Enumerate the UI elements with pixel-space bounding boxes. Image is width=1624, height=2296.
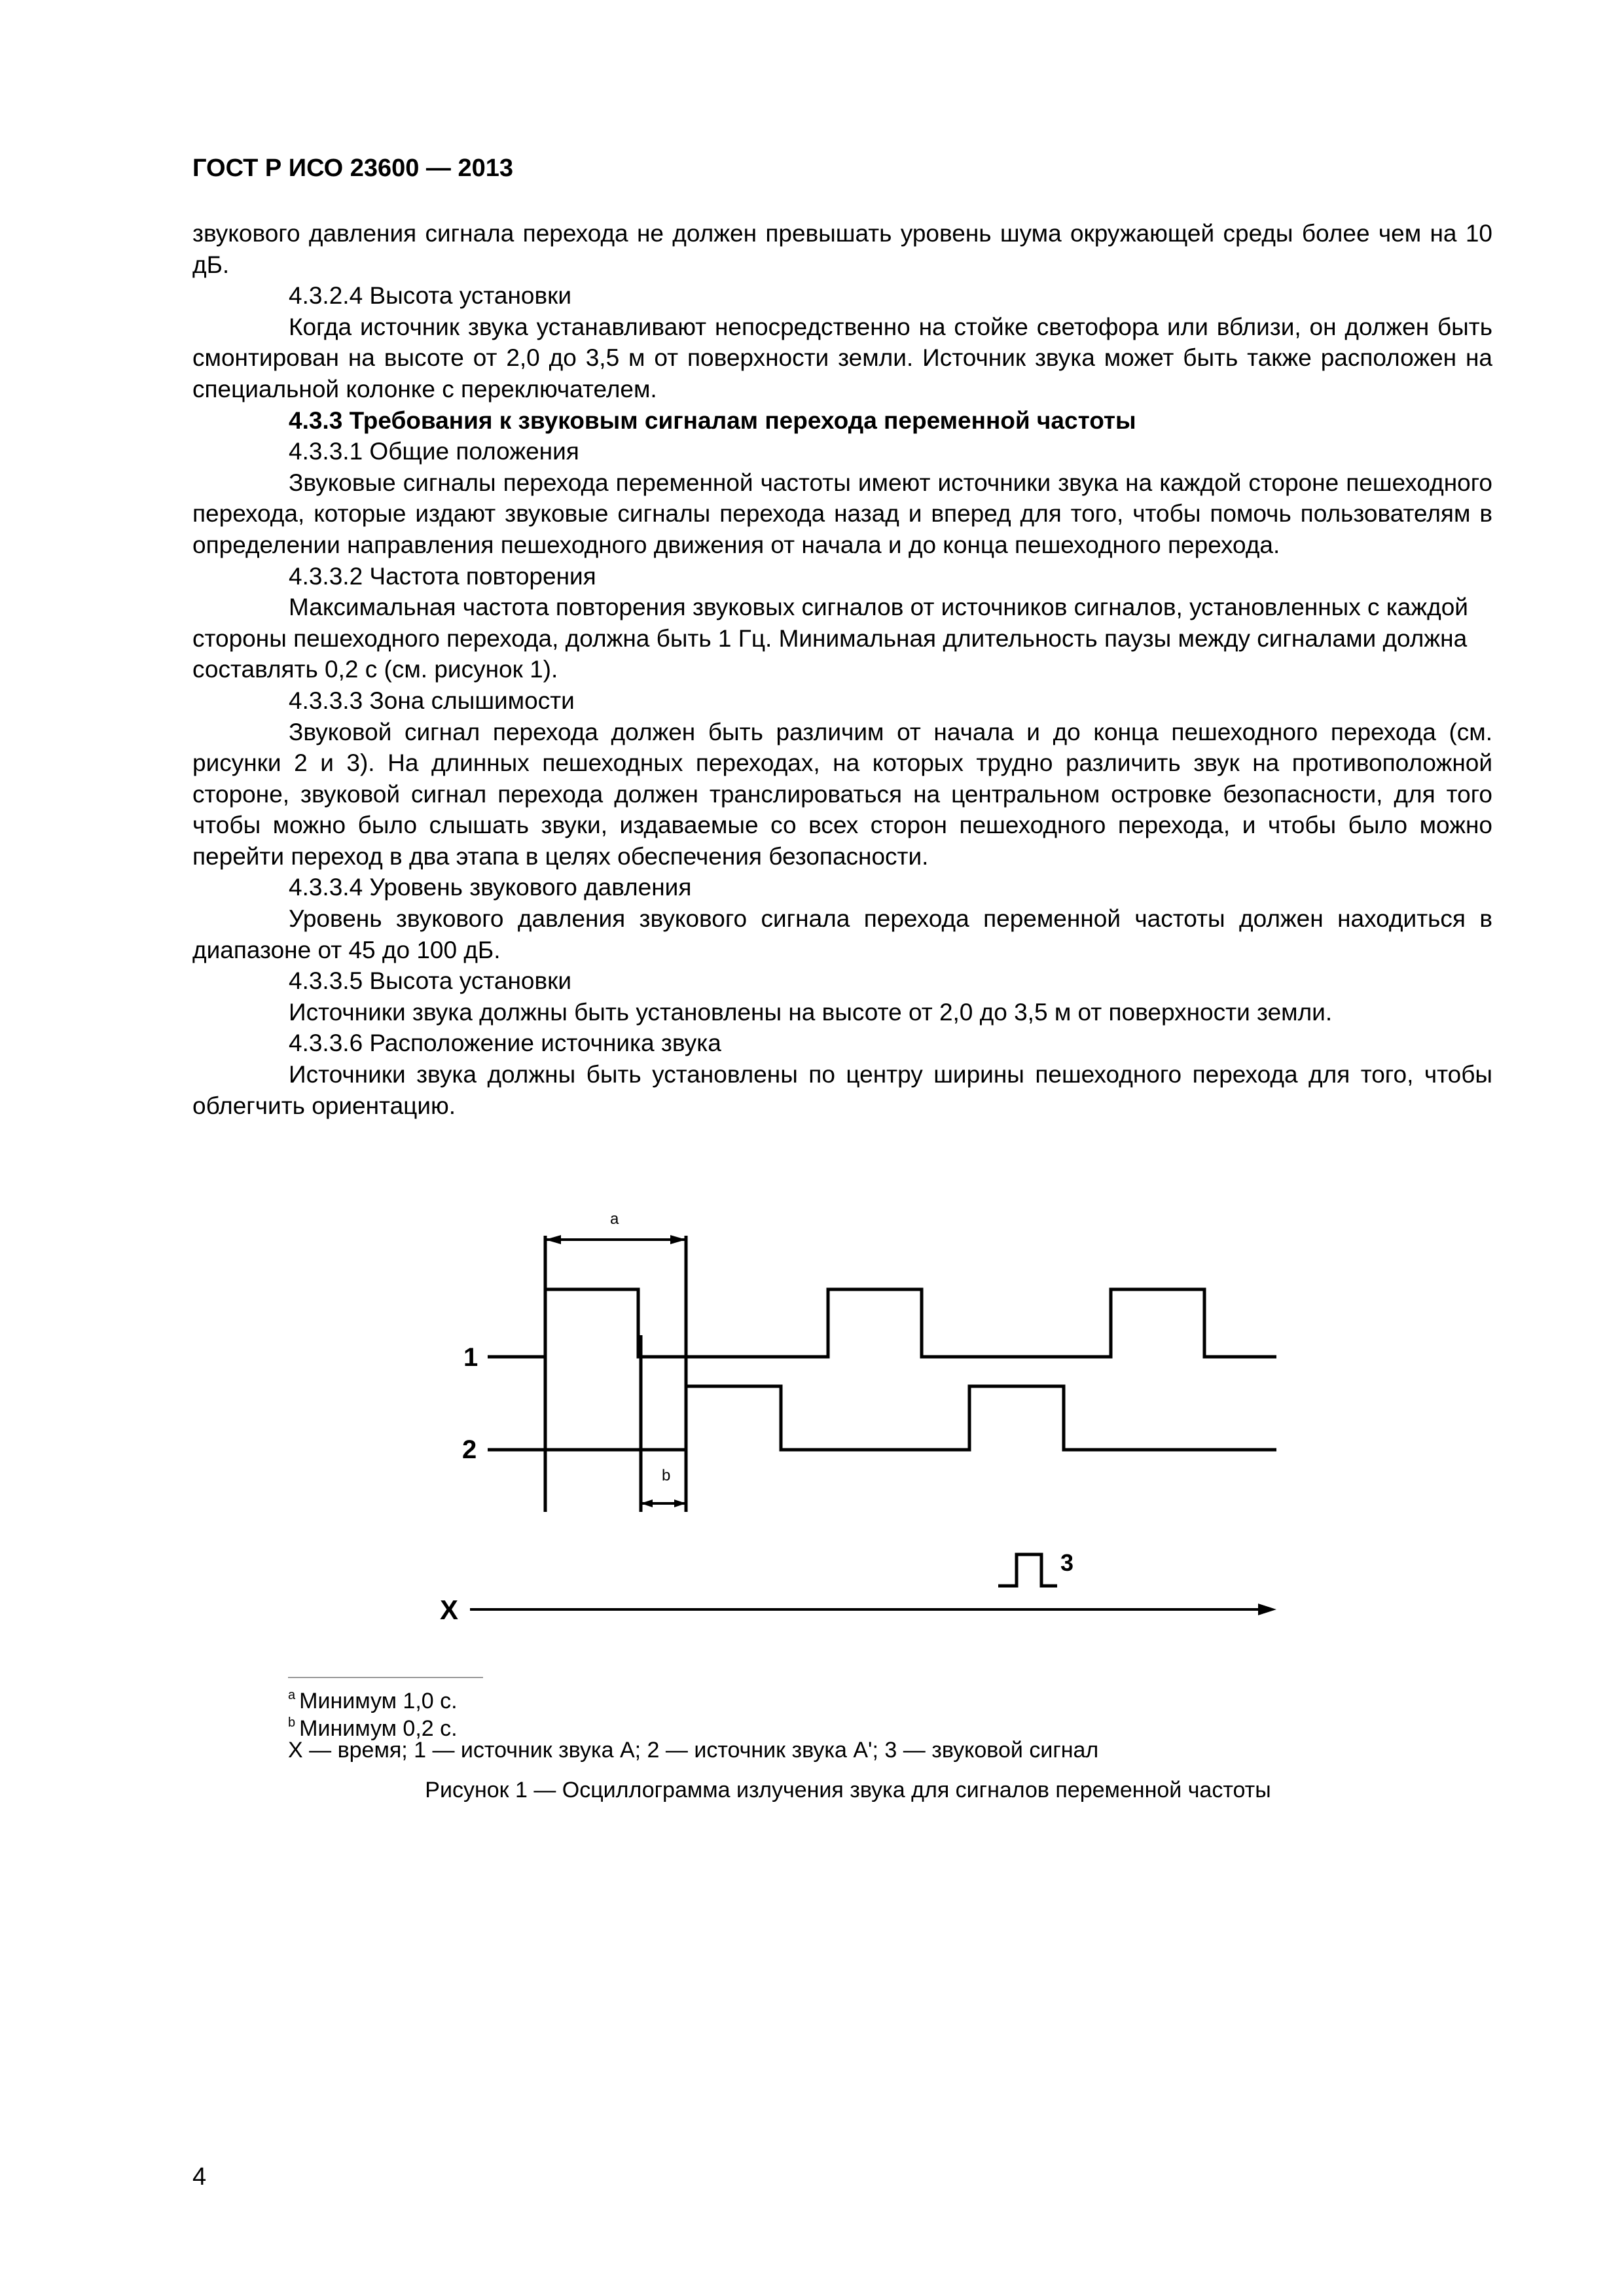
document-header: ГОСТ Р ИСО 23600 — 2013 (192, 154, 514, 182)
paragraph: Источники звука должны быть установлены по центру ширины пешеходного перехода для того, чтобы облегчить ориентацию. (192, 1061, 1492, 1119)
dimension-b-arrow-right (674, 1499, 686, 1507)
clause-heading: 4.3.3.1 Общие положения (289, 438, 579, 465)
page-number: 4 (192, 2163, 207, 2191)
dimension-a-label: a (610, 1210, 619, 1228)
paragraph: Источники звука должны быть установлены на высоте от 2,0 до 3,5 м от поверхности земли. (289, 998, 1333, 1026)
figure-legend: X — время; 1 — источник звука A; 2 — источник звука A'; 3 — звуковой сигнал (288, 1738, 1099, 1763)
dimension-b-arrow-left (641, 1499, 653, 1507)
paragraph: звукового давления сигнала перехода не должен превышать уровень шума окружающей среды более чем на 10 дБ. (192, 220, 1492, 278)
footnote-b-marker: b (288, 1715, 296, 1730)
footnote-a-text: Минимум 1,0 с. (299, 1689, 458, 1713)
clause-heading: 4.3.3.3 Зона слышимости (289, 687, 575, 714)
footnote-b-text: Минимум 0,2 с. (299, 1716, 458, 1741)
dimension-a-arrow-left (545, 1235, 561, 1244)
signal-1-waveform (488, 1289, 1276, 1357)
sound-signal-label: 3 (1060, 1549, 1074, 1576)
section-heading: 4.3.3 Требования к звуковым сигналам перехода переменной частоты (289, 406, 1136, 434)
paragraph: Максимальная частота повторения звуковых сигналов от источников сигналов, установленных с каждой стороны пешеходного перехода, должна быть 1 Гц. Минимальная длительность паузы между сигналами должна составлять 0,2 с (см. рисунок 1). (192, 594, 1468, 683)
paragraph: Уровень звукового давления звукового сигнала перехода переменной частоты должен находиться в диапазоне от 45 до 100 дБ. (192, 905, 1492, 963)
paragraph: Звуковой сигнал перехода должен быть различим от начала и до конца пешеходного перехода (см. рисунки 2 и 3). На длинных пешеходных переходах, на которых трудно различить звук на противоположной стороне, звуковой сигнал перехода должен транслироваться на центральном островке безопасности, для того чтобы можно было слышать звуки, издаваемые со всех сторон пешеходного перехода, и чтобы было можно перейти переход в два этапа в целях обеспечения безопасности. (192, 718, 1492, 870)
footnote-separator (288, 1677, 483, 1678)
footnote-a-marker: a (288, 1688, 296, 1702)
clause-heading: 4.3.3.4 Уровень звукового давления (289, 874, 692, 901)
signal-2-label: 2 (462, 1435, 477, 1464)
clause-heading: 4.3.3.5 Высота установки (289, 967, 571, 995)
signal-1-label: 1 (463, 1343, 478, 1372)
paragraph: Звуковые сигналы перехода переменной частоты имеют источники звука на каждой стороне пешеходного перехода, которые издают звуковые сигналы перехода назад и вперед для того, чтобы помочь пользователям в определении направления пешеходного движения от начала и до конца пешеходного перехода. (192, 469, 1492, 558)
time-axis-arrow (1258, 1604, 1276, 1615)
sound-signal-symbol (998, 1554, 1057, 1586)
time-axis-label: X (440, 1594, 459, 1625)
clause-heading: 4.3.2.4 Высота установки (289, 282, 571, 310)
paragraph: Когда источник звука устанавливают непосредственно на стойке светофора или вблизи, он должен быть смонтирован на высоте от 2,0 до 3,5 м от поверхности земли. Источник звука может быть также расположен на специальной колонке с переключателем. (192, 313, 1492, 403)
figure-caption: Рисунок 1 — Осциллограмма излучения звука для сигналов переменной частоты (425, 1778, 1271, 1803)
clause-heading: 4.3.3.6 Расположение источника звука (289, 1030, 721, 1057)
signal-2-waveform (488, 1386, 1276, 1450)
dimension-b-label: b (662, 1467, 671, 1484)
dimension-a-arrow-right (670, 1235, 686, 1244)
clause-heading: 4.3.3.2 Частота повторения (289, 562, 596, 590)
